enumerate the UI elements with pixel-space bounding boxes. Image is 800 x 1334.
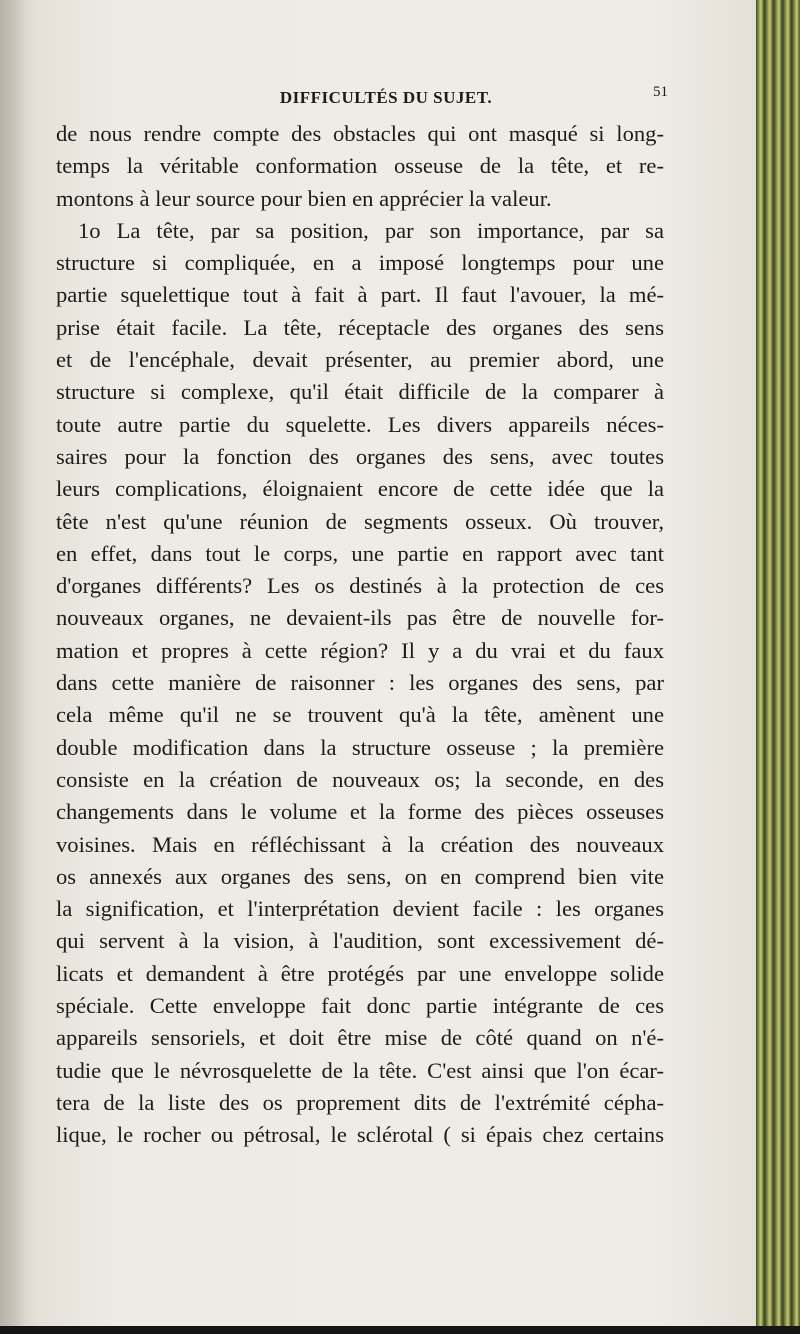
text-line: mation et propres à cette région? Il y a du vrai et du faux — [56, 637, 664, 663]
text-line: double modification dans la structure osseuse ; la première — [56, 734, 664, 760]
text-line: tête n'est qu'une réunion de segments osseux. Où trouver, — [56, 508, 664, 534]
text-line: qui servent à la vision, à l'audition, sont excessivement dé- — [56, 928, 664, 954]
text-line: prise était facile. La tête, réceptacle des organes des sens — [56, 314, 664, 340]
text-line: nouveaux organes, ne devaient-ils pas être de nouvelle for- — [56, 605, 664, 631]
bottom-edge — [0, 1326, 800, 1334]
text-line: partie squelettique tout à fait à part. Il faut l'avouer, la mé- — [56, 282, 664, 308]
running-head: DIFFICULTÉS DU SUJET. — [279, 88, 493, 107]
text-line: licats et demandent à être protégés par une enveloppe solide — [56, 960, 664, 986]
text-line: 1o La tête, par sa position, par son importance, par sa — [78, 217, 664, 243]
page-header — [110, 84, 668, 114]
text-line: et de l'encéphale, devait présenter, au premier abord, une — [56, 347, 664, 373]
body-text — [56, 118, 664, 1152]
text-line: changements dans le volume et la forme des pièces osseuses — [56, 799, 664, 825]
text-line: cela même qu'il ne se trouvent qu'à la tête, amènent une — [56, 702, 664, 728]
gutter-shadow — [0, 0, 26, 1334]
text-line: consiste en la création de nouveaux os; la seconde, en des — [56, 766, 664, 792]
page-number: 51 — [653, 84, 668, 100]
text-line: voisines. Mais en réfléchissant à la création des nouveaux — [56, 831, 664, 857]
text-line: toute autre partie du squelette. Les divers appareils néces- — [56, 411, 664, 437]
text-line: lique, le rocher ou pétrosal, le sclérotal ( si épais chez certains — [56, 1122, 664, 1148]
text-line: d'organes différents? Les os destinés à la protection de ces — [56, 573, 664, 599]
text-line: temps la véritable conformation osseuse de la tête, et re- — [56, 153, 664, 179]
text-line: dans cette manière de raisonner : les organes des sens, par — [56, 670, 664, 696]
text-line: tudie que le névrosquelette de la tête. C'est ainsi que l'on écar- — [56, 1057, 664, 1083]
text-line: montons à leur source pour bien en apprécier la valeur. — [56, 185, 552, 211]
text-line: spéciale. Cette enveloppe fait donc partie intégrante de ces — [56, 993, 664, 1019]
text-line: os annexés aux organes des sens, on en comprend bien vite — [56, 863, 664, 889]
text-line: en effet, dans tout le corps, une partie en rapport avec tant — [56, 540, 664, 566]
text-line: la signification, et l'interprétation devient facile : les organes — [56, 896, 664, 922]
text-line: leurs complications, éloignaient encore de cette idée que la — [56, 476, 664, 502]
text-line: structure si compliquée, en a imposé longtemps pour une — [56, 250, 664, 276]
text-line: de nous rendre compte des obstacles qui ont masqué si long- — [56, 121, 664, 146]
page-edge — [756, 0, 800, 1334]
text-line: saires pour la fonction des organes des sens, avec toutes — [56, 443, 664, 469]
text-line: structure si complexe, qu'il était difficile de la comparer à — [56, 379, 664, 405]
text-line: tera de la liste des os proprement dits de l'extrémité cépha- — [56, 1089, 664, 1115]
text-line: appareils sensoriels, et doit être mise de côté quand on n'é- — [56, 1025, 664, 1051]
